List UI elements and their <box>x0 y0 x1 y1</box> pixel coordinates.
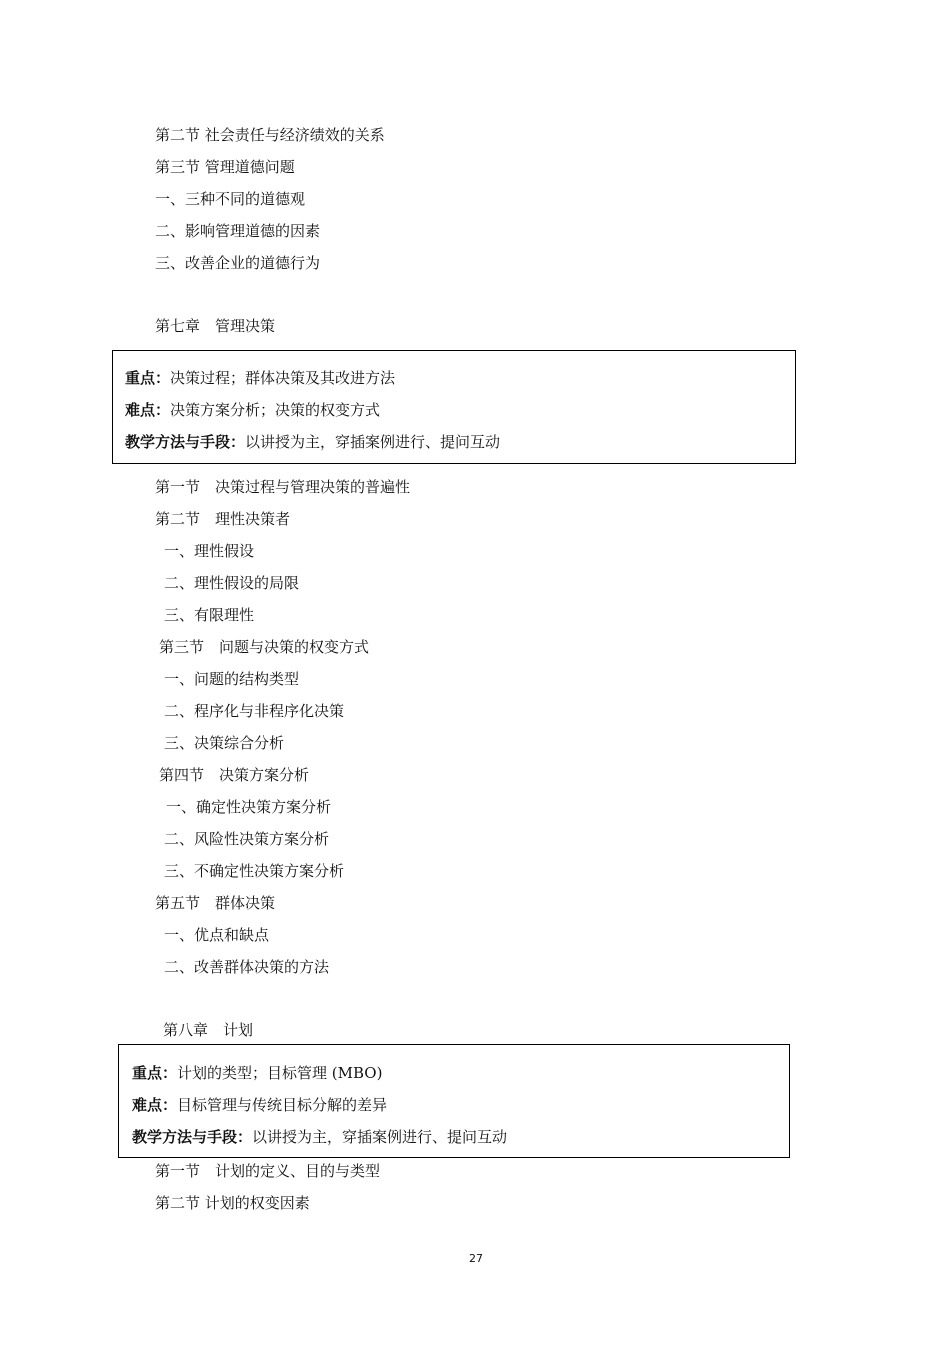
method-label: 教学方法与手段： <box>125 433 246 451</box>
section-heading: 第一节 决策过程与管理决策的普遍性 <box>155 478 411 496</box>
page-number: 27 <box>469 1252 483 1265</box>
method-text: 以讲授为主，穿插案例进行、提问互动 <box>252 1128 508 1146</box>
subsection-item: 一、理性假设 <box>164 542 255 560</box>
difficulty-label: 难点： <box>132 1096 178 1114</box>
method-text: 以讲授为主，穿插案例进行、提问互动 <box>245 433 501 451</box>
method-row <box>132 1127 507 1147</box>
subsection-item: 一、确定性决策方案分析 <box>166 798 332 816</box>
key-points-text: 计划的类型；目标管理 (MBO) <box>177 1064 383 1082</box>
section-heading: 第二节 社会责任与经济绩效的关系 <box>155 126 385 144</box>
chapter-title: 第七章 管理决策 <box>155 317 276 335</box>
difficulty-row <box>125 400 380 420</box>
section-heading: 第三节 问题与决策的权变方式 <box>159 638 370 656</box>
subsection-item: 二、程序化与非程序化决策 <box>164 702 345 720</box>
key-points-label: 重点： <box>132 1064 178 1082</box>
chapter-title: 第八章 计划 <box>163 1021 254 1039</box>
subsection-item: 二、风险性决策方案分析 <box>164 830 330 848</box>
chapter-summary-box <box>112 350 796 464</box>
subsection-item: 三、决策综合分析 <box>164 734 285 752</box>
subsection-item: 二、影响管理道德的因素 <box>155 222 321 240</box>
subsection-item: 二、理性假设的局限 <box>164 574 300 592</box>
method-row <box>125 432 500 452</box>
difficulty-text: 目标管理与传统目标分解的差异 <box>177 1096 388 1114</box>
difficulty-row <box>132 1095 387 1115</box>
section-heading: 第二节 计划的权变因素 <box>155 1194 310 1212</box>
difficulty-text: 决策方案分析；决策的权变方式 <box>170 401 381 419</box>
section-heading: 第三节 管理道德问题 <box>155 158 295 176</box>
section-heading: 第五节 群体决策 <box>155 894 276 912</box>
method-label: 教学方法与手段： <box>132 1128 253 1146</box>
key-points-text: 决策过程；群体决策及其改进方法 <box>170 369 396 387</box>
difficulty-label: 难点： <box>125 401 171 419</box>
key-points-row <box>125 368 395 388</box>
subsection-item: 一、优点和缺点 <box>164 926 270 944</box>
subsection-item: 三、改善企业的道德行为 <box>155 254 321 272</box>
section-heading: 第一节 计划的定义、目的与类型 <box>155 1162 381 1180</box>
subsection-item: 一、问题的结构类型 <box>164 670 300 688</box>
subsection-item: 三、有限理性 <box>164 606 255 624</box>
chapter-summary-box <box>118 1044 790 1158</box>
subsection-item: 三、不确定性决策方案分析 <box>164 862 345 880</box>
subsection-item: 二、改善群体决策的方法 <box>164 958 330 976</box>
subsection-item: 一、三种不同的道德观 <box>155 190 306 208</box>
section-heading: 第四节 决策方案分析 <box>159 766 310 784</box>
section-heading: 第二节 理性决策者 <box>155 510 291 528</box>
key-points-row <box>132 1063 382 1083</box>
key-points-label: 重点： <box>125 369 171 387</box>
